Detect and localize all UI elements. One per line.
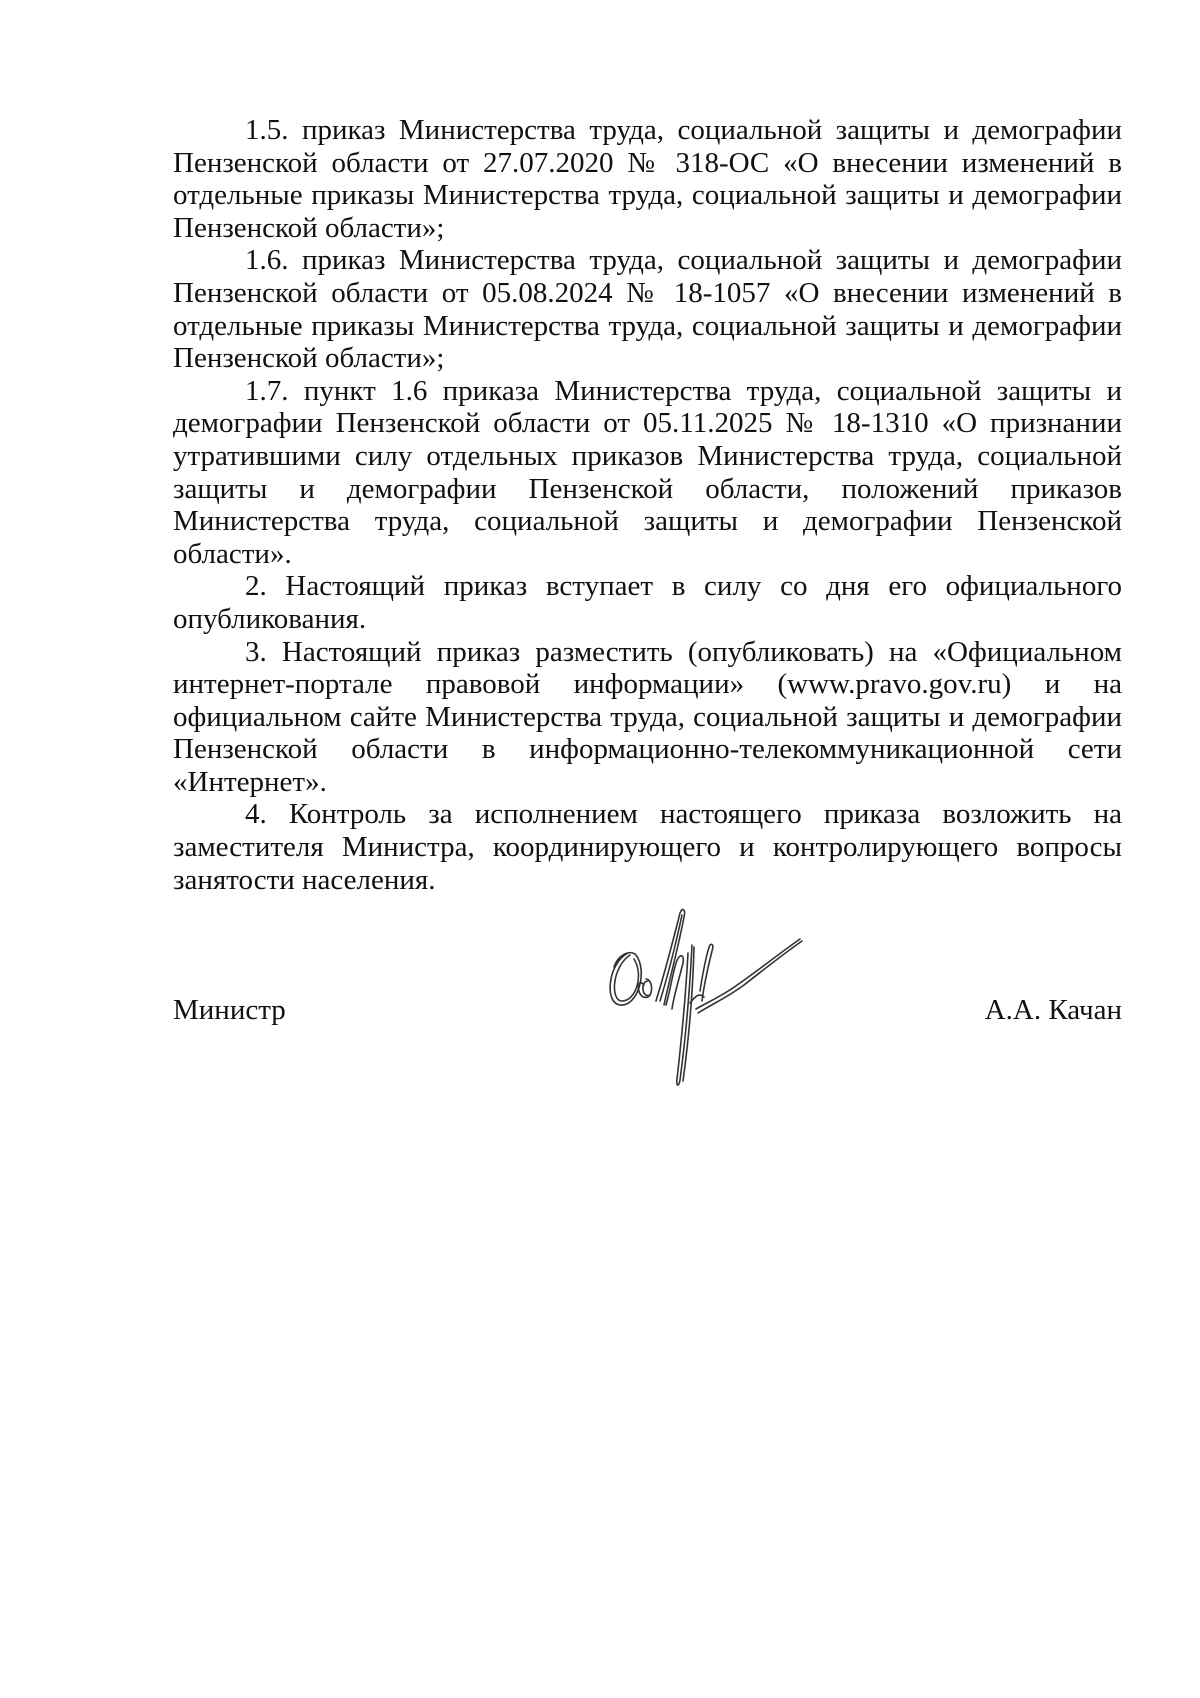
signer-name: А.А. Качан	[984, 994, 1122, 1026]
paragraph-1-6: 1.6. приказ Министерства труда, социальной защиты и демографии Пензенской области от 05.08.2024 № 18-1057 «О внесении изменений в отдельные приказы Министерства труда, социальной защиты и демографии Пензенской области»;	[173, 244, 1122, 375]
paragraph-4: 4. Контроль за исполнением настоящего приказа возложить на заместителя Министра, координирующего и контролирующего вопросы занятости населения.	[173, 798, 1122, 896]
paragraph-3: 3. Настоящий приказ разместить (опубликовать) на «Официальном интернет-портале правовой информации» (www.pravo.gov.ru) и на официальном сайте Министерства труда, социальной защиты и демографии Пензенской области в информационно-телекоммуникационной сети «Интернет».	[173, 635, 1122, 798]
paragraph-1-5: 1.5. приказ Министерства труда, социальной защиты и демографии Пензенской области от 27.07.2020 № 318-ОС «О внесении изменений в отдельные приказы Министерства труда, социальной защиты и демографии Пензенской области»;	[173, 114, 1122, 244]
signer-position: Министр	[173, 994, 286, 1026]
paragraph-1-7: 1.7. пункт 1.6 приказа Министерства труда, социальной защиты и демографии Пензенской области от 05.11.2025 № 18-1310 «О признании утратившими силу отдельных приказов Министерства труда, социальной защиты и демографии Пензенской области, положений приказов Министерства труда, социальной защиты и демографии Пензенской области».	[173, 374, 1122, 570]
paragraph-2: 2. Настоящий приказ вступает в силу со дня его официального опубликования.	[173, 570, 1122, 635]
handwritten-signature	[600, 905, 810, 1115]
document-body	[173, 114, 1122, 896]
